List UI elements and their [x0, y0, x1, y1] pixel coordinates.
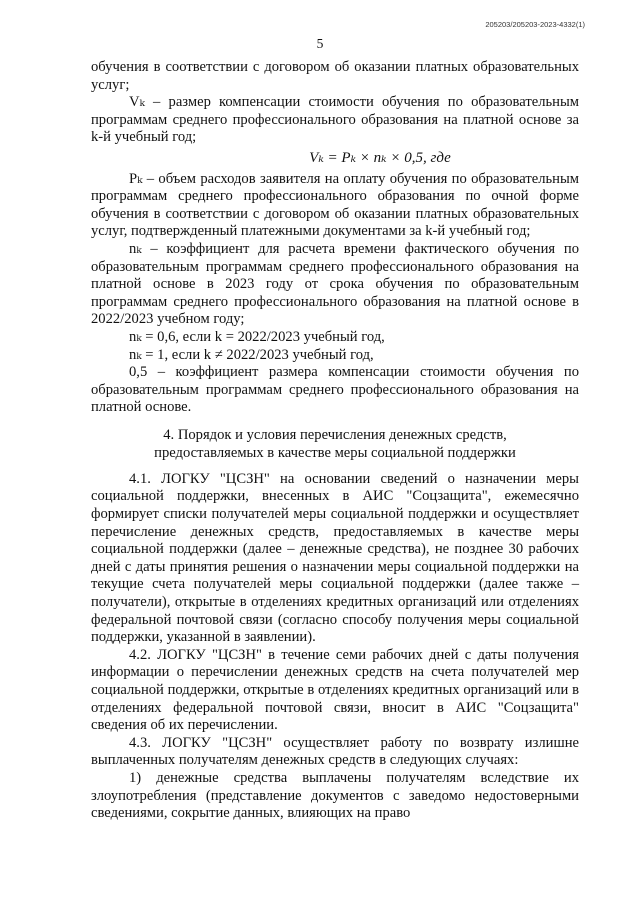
- document-body: [91, 59, 579, 823]
- document-id: 205203/205203-2023-4332(1): [485, 20, 585, 29]
- paragraph-6: nₖ = 1, если k ≠ 2022/2023 учебный год,: [129, 346, 374, 363]
- page-number: 5: [316, 36, 324, 51]
- section-heading-line-1: 4. Порядок и условия перечисления денежных средств,: [163, 426, 507, 443]
- paragraph-2: Vₖ – размер компенсации стоимости обучения по образовательным программам среднего профессионального образования на платной основе за k-й учебный год;: [91, 94, 579, 146]
- section-heading-line-2: предоставляемых в качестве меры социальной поддержки: [154, 444, 516, 461]
- paragraph-3: Рₖ – объем расходов заявителя на оплату обучения по образовательным программам среднего профессионального образования по очной форме обучения в соответствии с договором об оказании платных образовательных услуг, подтвержденный платежными документами за k-й учебный год;: [91, 170, 579, 240]
- paragraph-4-1: 4.1. ЛОГКУ "ЦСЗН" на основании сведений о назначении меры социальной поддержки, внесенных в АИС "Соцзащита", ежемесячно формирует списки получателей меры социальной поддержки и осуществляет перечисление денежных средств, предоставляемых в качестве меры социальной поддержки (далее – денежные средства), не позднее 30 рабочих дней с даты принятия решения о назначении меры социальной поддержки на текущие счета получателей меры социальной поддержки (далее также – получатели), открытые в отделениях кредитных организаций или отделениях федеральной почтовой связи (согласно способу получения меры социальной поддержки, указанной в заявлении).: [91, 470, 579, 646]
- section-heading: [91, 426, 579, 462]
- paragraph-5: nₖ = 0,6, если k = 2022/2023 учебный год,: [129, 328, 385, 345]
- paragraph-7: 0,5 – коэффициент размера компенсации стоимости обучения по образовательным программам среднего профессионального образования на платной основе.: [91, 364, 579, 416]
- paragraph-4: nₖ – коэффициент для расчета времени фактического обучения по образовательным программам среднего профессионального образования на платной основе в 2023 году от срока обучения по образовательным программам среднего профессионального образования на платной основе в 2022/2023 учебном году;: [91, 240, 579, 328]
- formula: Vₖ = Рₖ × nₖ × 0,5, где: [309, 149, 451, 166]
- paragraph-4-2: 4.2. ЛОГКУ "ЦСЗН" в течение семи рабочих дней с даты получения информации о перечислении денежных средств на счета получателей мер социальной поддержки, открытые в отделениях кредитных организаций или в отделениях федеральной почтовой связи, вносит в АИС "Соцзащита" сведения об их перечислении.: [91, 646, 579, 734]
- paragraph-1: обучения в соответствии с договором об оказании платных образовательных услуг;: [91, 59, 579, 93]
- paragraph-4-3-1: 1) денежные средства выплачены получателям вследствие их злоупотребления (представление документов с заведомо недостоверными сведениями, сокрытие данных, влияющих на право: [91, 769, 579, 822]
- paragraph-4-3: 4.3. ЛОГКУ "ЦСЗН" осуществляет работу по возврату излишне выплаченных получателям денежных средств в следующих случаях:: [91, 734, 579, 769]
